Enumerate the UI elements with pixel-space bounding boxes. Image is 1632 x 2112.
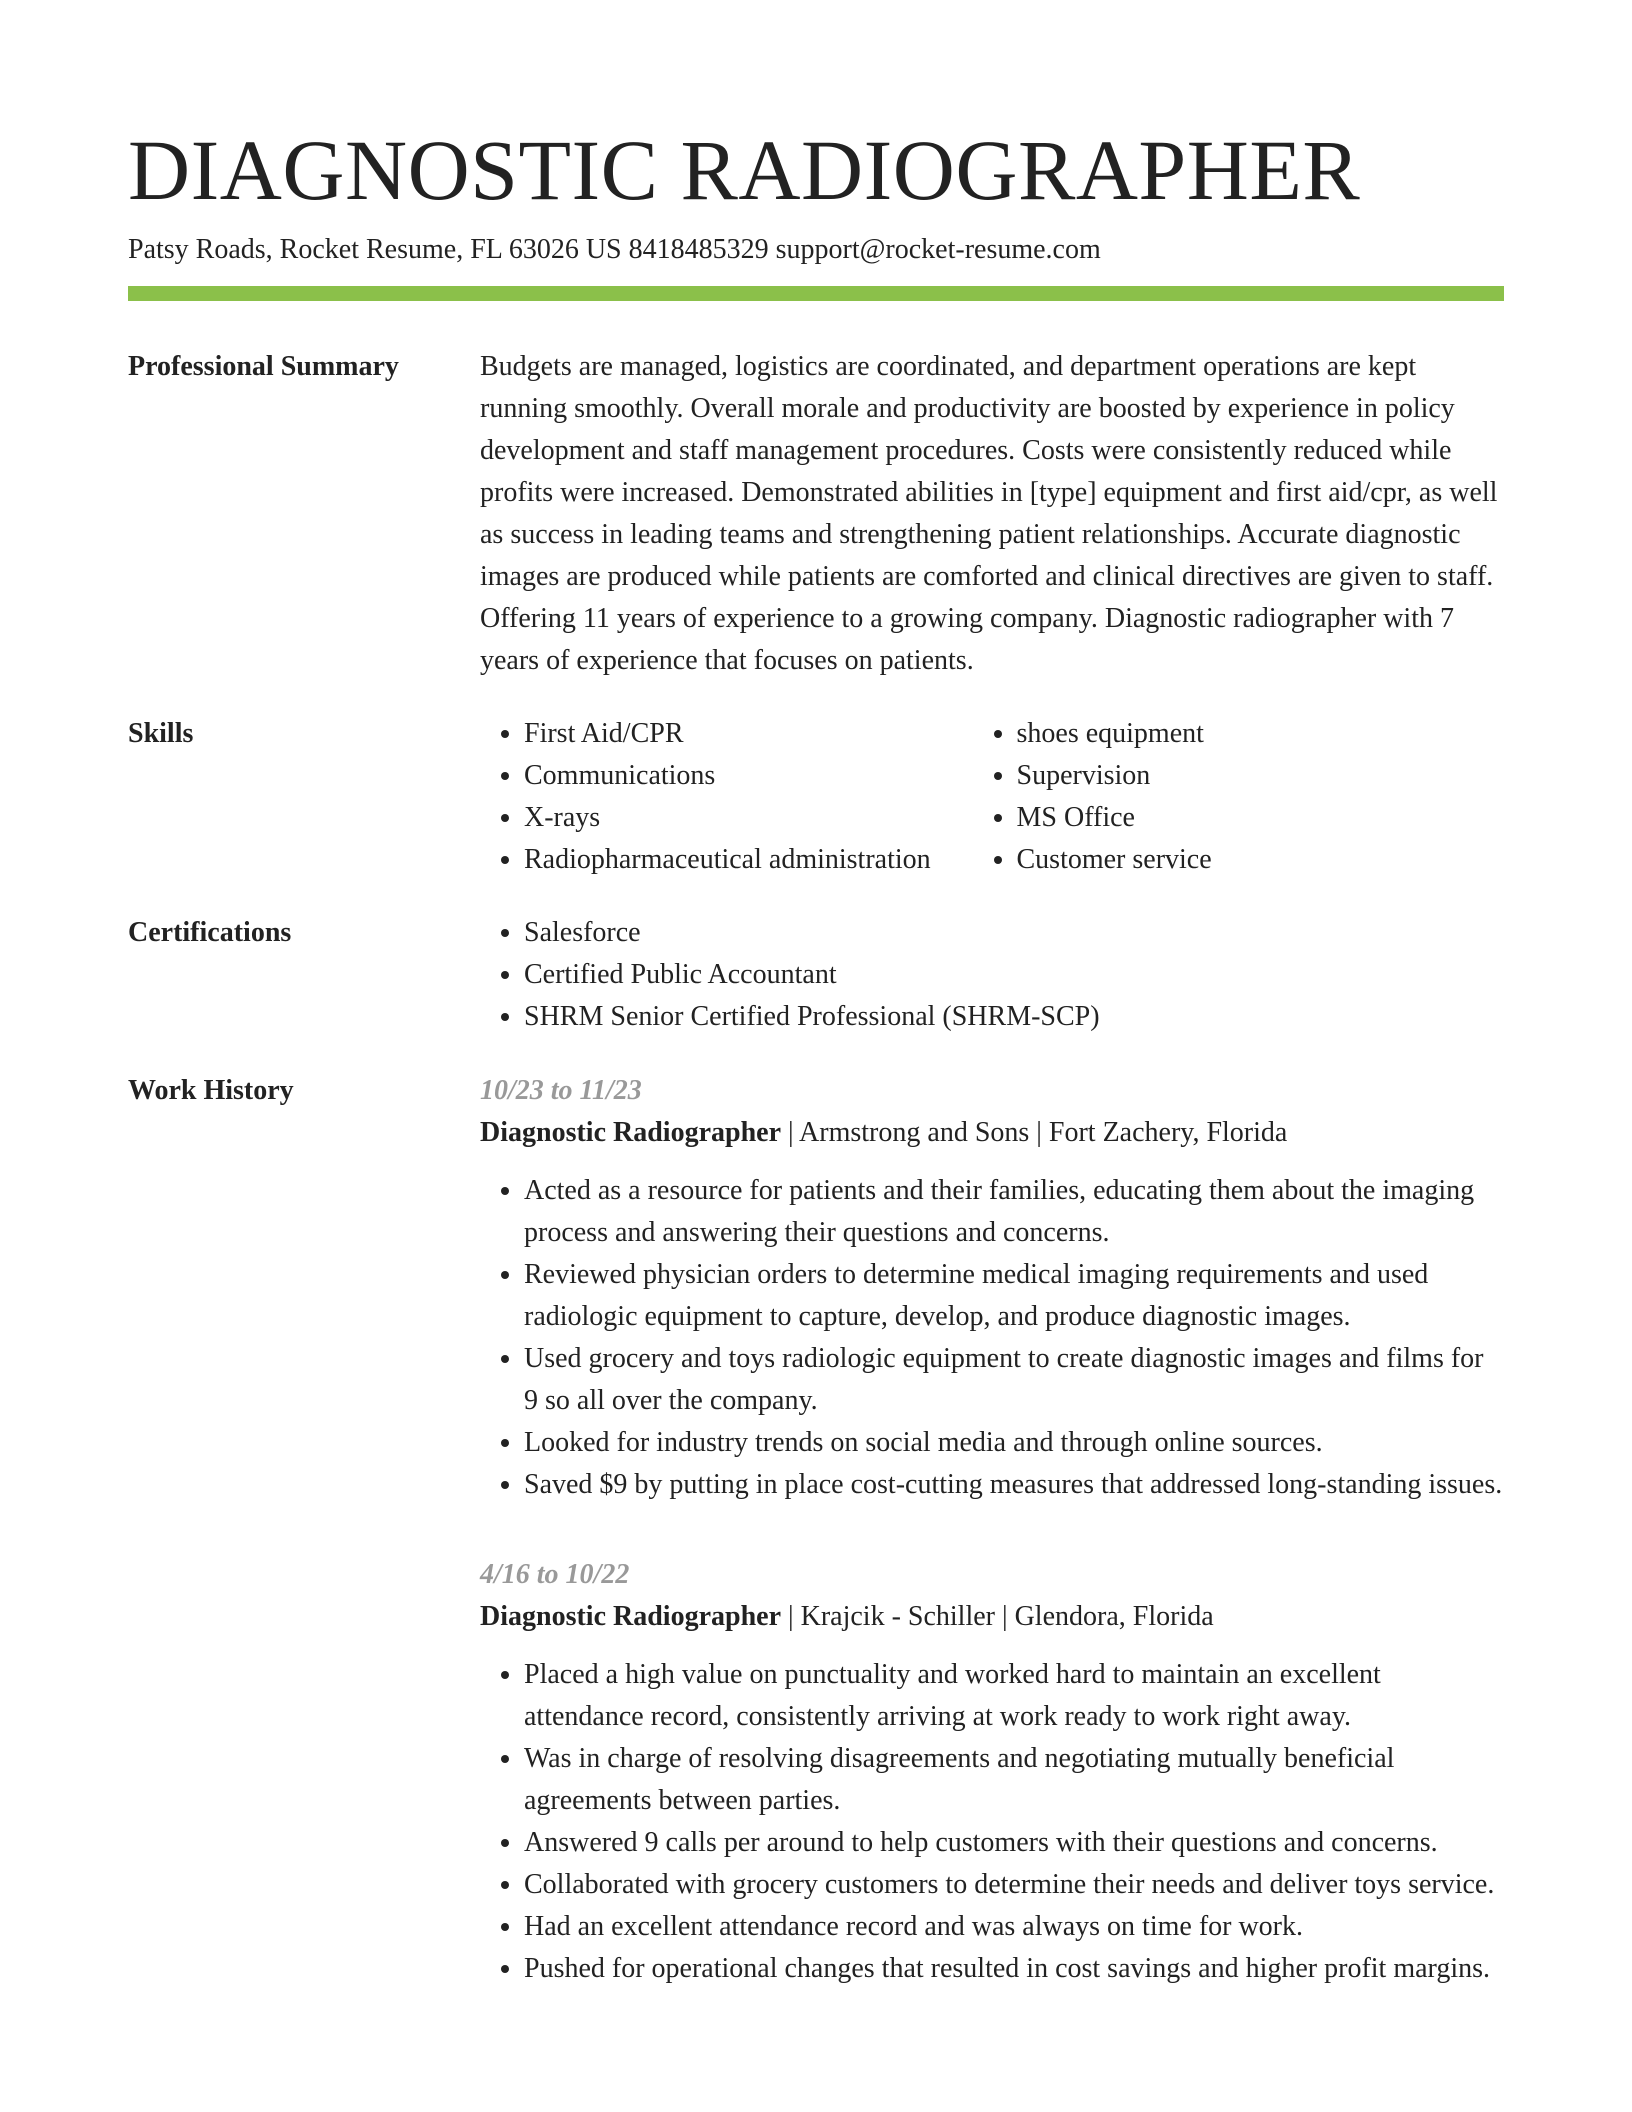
certification-item: • SHRM Senior Certified Professional (SHRM-SCP) [524,996,1504,1038]
certification-item: • Certified Public Accountant [524,954,1504,996]
job-bullet: • Saved $9 by putting in place cost-cutting measures that addressed long-standing issues. [524,1464,1504,1506]
job-date: 10/23 to 11/23 [480,1075,642,1106]
job-bullets [480,1170,1504,1506]
work-history-label: Work History [128,1075,294,1106]
skill-item: • shoes equipment [1017,713,1505,755]
summary-label: Professional Summary [128,351,399,382]
job-bullet: • Reviewed physician orders to determine medical imaging requirements and used radiologic equipment to capture, develop, and produce diagnostic images. [524,1254,1504,1338]
job-heading [480,1112,1504,1154]
job-entry [480,1554,1504,1990]
certifications-label: Certifications [128,917,292,948]
job-bullet: • Had an excellent attendance record and was always on time for work. [524,1906,1504,1948]
skill-item: • First Aid/CPR [524,713,973,755]
job-details: | Armstrong and Sons | Fort Zachery, Florida [781,1117,1288,1148]
job-title: Diagnostic Radiographer [480,1601,781,1632]
skill-item: • Customer service [1017,839,1505,881]
job-date: 4/16 to 10/22 [480,1559,630,1590]
job-title: Diagnostic Radiographer [480,1117,781,1148]
skill-item: • X-rays [524,797,973,839]
skills-label: Skills [128,718,194,749]
job-bullet: • Collaborated with grocery customers to determine their needs and deliver toys service. [524,1864,1504,1906]
certifications-section [128,912,1504,1052]
summary-section [128,346,1504,686]
work-history-section [128,1070,1504,2110]
job-bullet: • Acted as a resource for patients and their families, educating them about the imaging process and answering their questions and concerns. [524,1170,1504,1254]
skills-column-left [480,713,973,881]
job-bullet: • Answered 9 calls per around to help customers with their questions and concerns. [524,1822,1504,1864]
job-bullet: • Placed a high value on punctuality and worked hard to maintain an excellent attendance record, consistently arriving at work ready to work right away. [524,1654,1504,1738]
accent-divider [128,286,1504,301]
job-bullets [480,1654,1504,1990]
job-bullet: • Looked for industry trends on social media and through online sources. [524,1422,1504,1464]
skills-section [128,713,1504,893]
job-details: | Krajcik - Schiller | Glendora, Florida [781,1601,1214,1632]
skill-item: • Radiopharmaceutical administration [524,839,973,881]
certifications-list [480,912,1504,1038]
summary-text: Budgets are managed, logistics are coordinated, and department operations are kept running smoothly. Overall morale and productivity are boosted by experience in policy development and staff management procedures. Costs were consistently reduced while profits were increased. Demonstrated abilities in [type] equipment and first aid/cpr, as well as success in leading teams and strengthening patient relationships. Accurate diagnostic images are produced while patients are comforted and clinical directives are given to staff. Offering 11 years of experience to a growing company. Diagnostic radiographer with 7 years of experience that focuses on patients. [480,351,1498,676]
resume-title: DIAGNOSTIC RADIOGRAPHER [128,122,1361,218]
job-bullet: • Pushed for operational changes that resulted in cost savings and higher profit margins. [524,1948,1504,1990]
job-bullet: • Used grocery and toys radiologic equipment to create diagnostic images and films for 9 so all over the company. [524,1338,1504,1422]
job-heading [480,1596,1504,1638]
skill-item: • Communications [524,755,973,797]
contact-line: Patsy Roads, Rocket Resume, FL 63026 US 8418485329 support@rocket-resume.com [128,234,1101,265]
certification-item: • Salesforce [524,912,1504,954]
job-entry [480,1070,1504,1506]
job-bullet: • Was in charge of resolving disagreements and negotiating mutually beneficial agreements between parties. [524,1738,1504,1822]
skill-item: • Supervision [1017,755,1505,797]
skill-item: • MS Office [1017,797,1505,839]
skills-column-right [973,713,1505,881]
